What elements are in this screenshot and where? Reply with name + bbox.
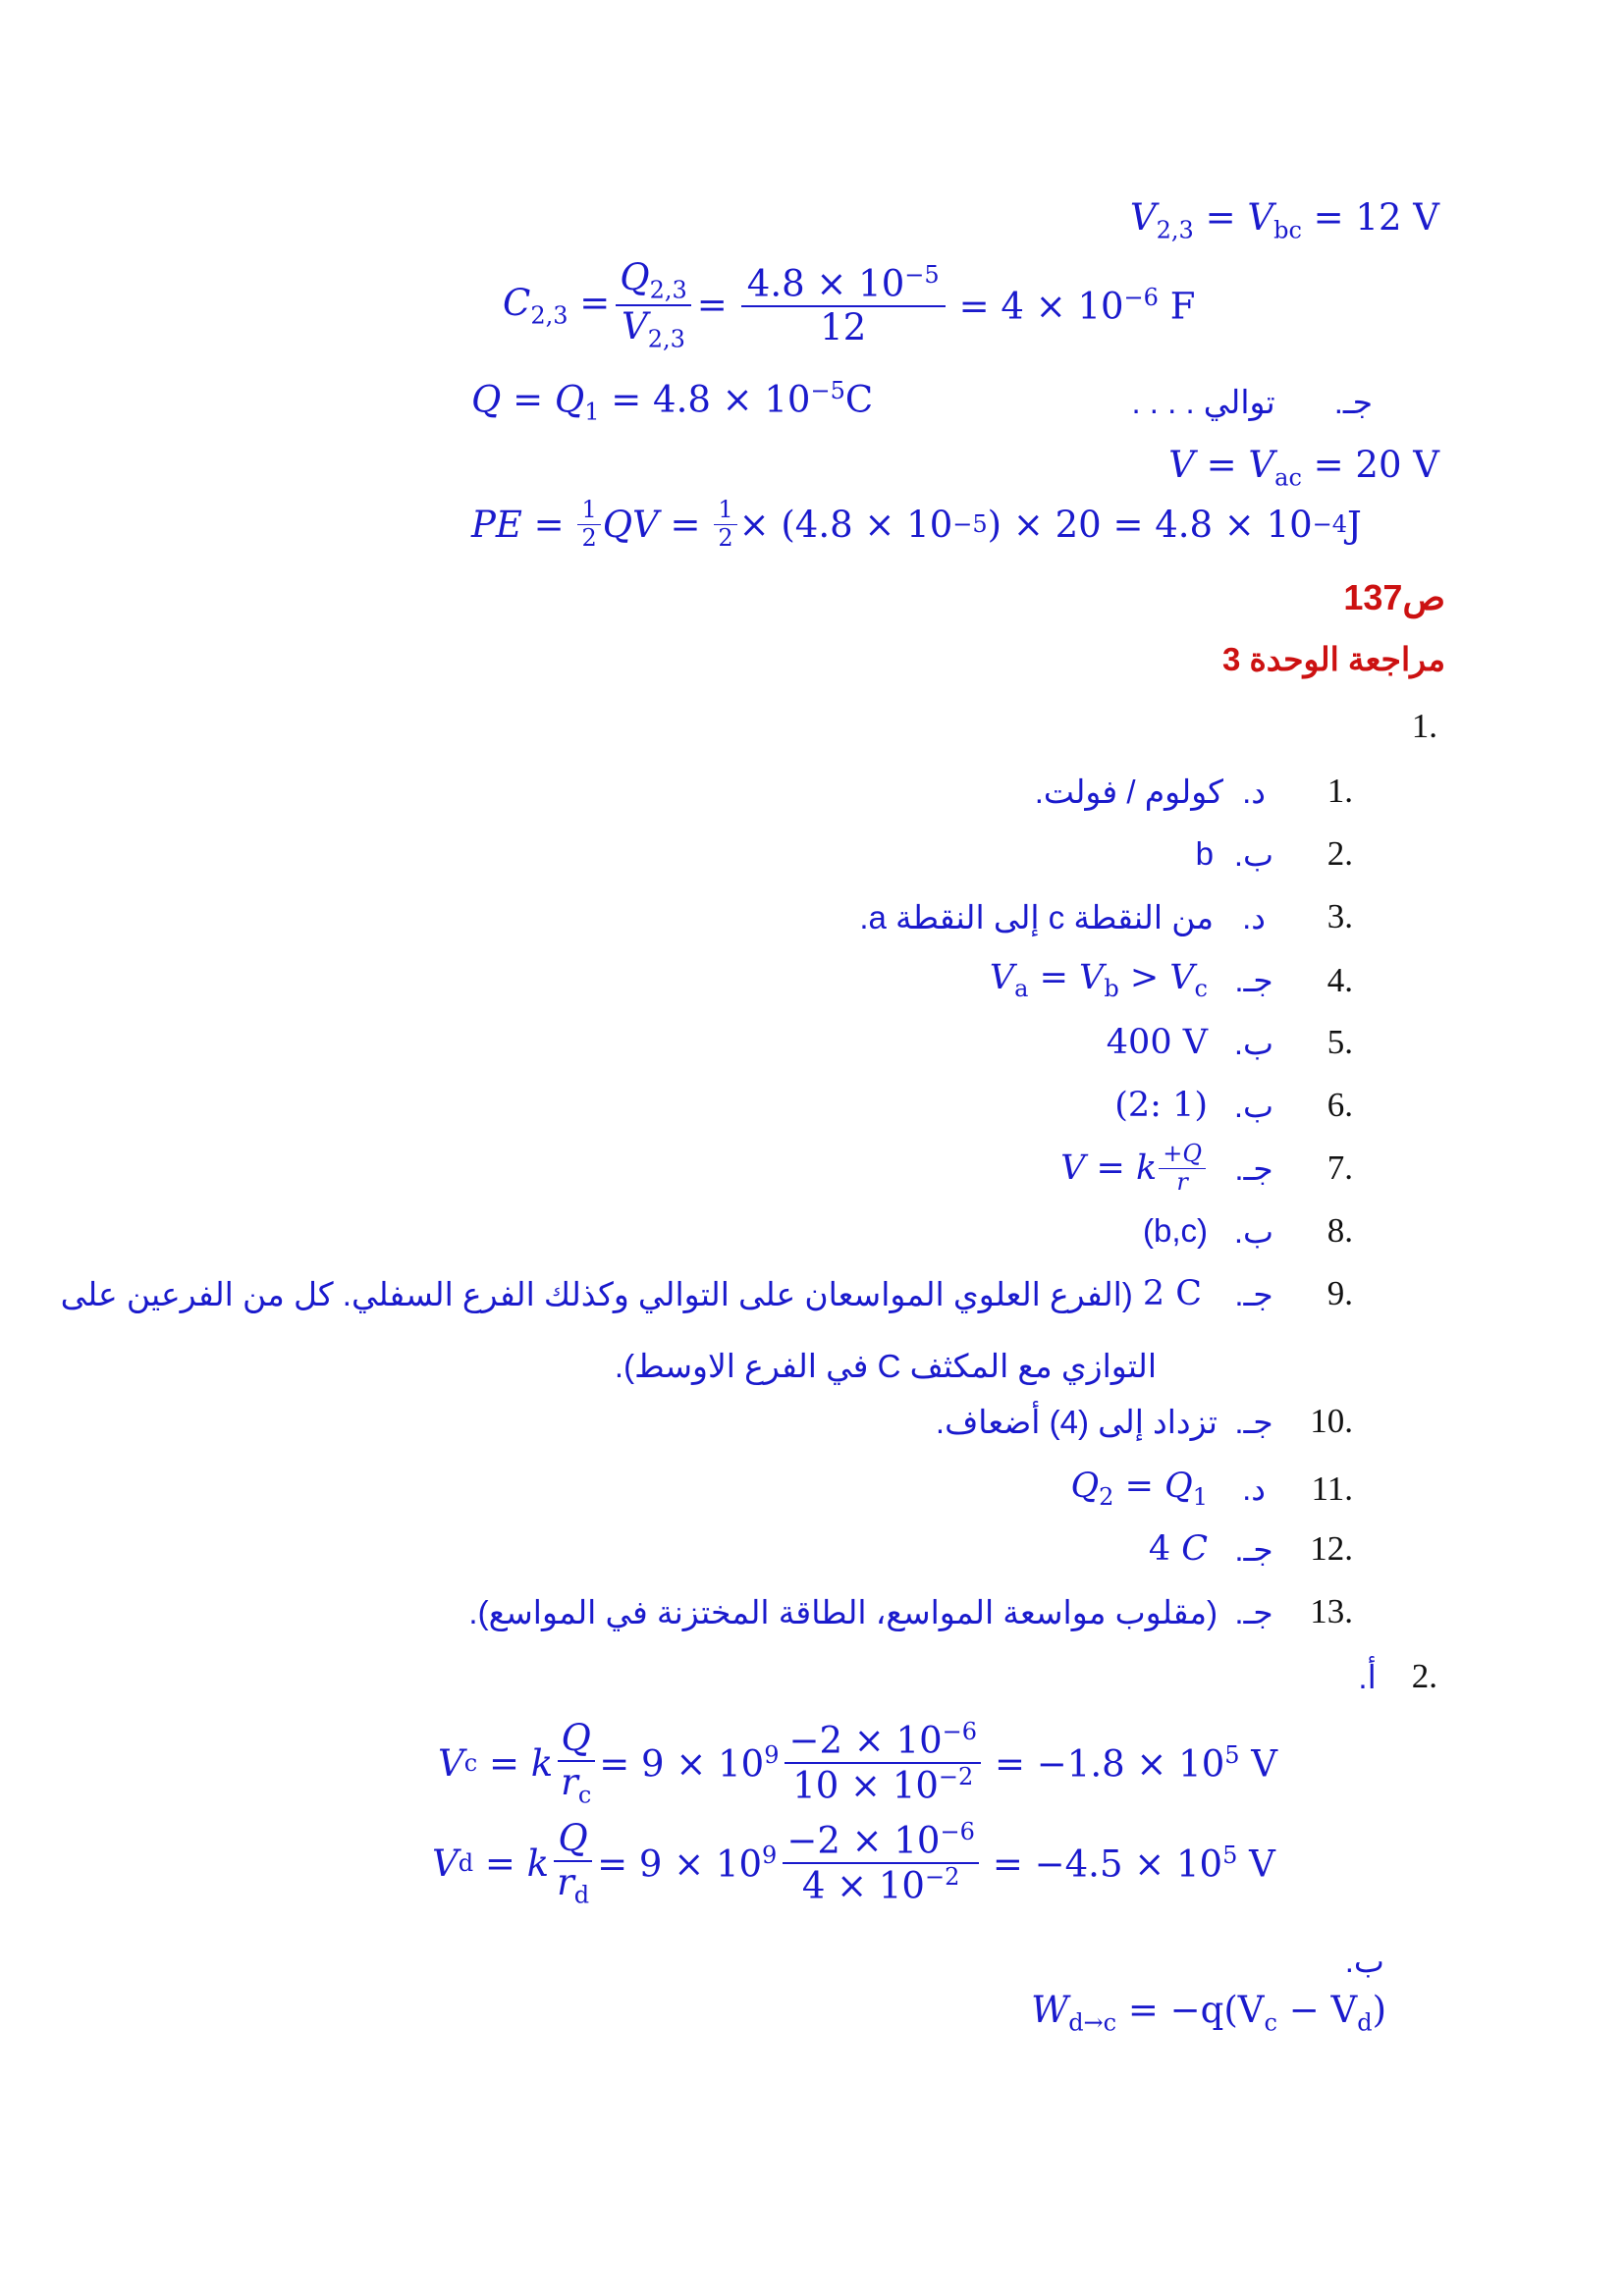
answer-text: (2: 1) bbox=[1114, 1086, 1208, 1125]
answer-row-5 bbox=[1107, 1023, 1353, 1062]
answer-text: $V_a = V_b > V_c$ bbox=[989, 958, 1208, 1002]
answer-number: .4 bbox=[1326, 960, 1353, 999]
answer-row-12 bbox=[1149, 1529, 1353, 1569]
answer-number: .3 bbox=[1326, 897, 1353, 935]
answer-row-9 bbox=[61, 1274, 1353, 1313]
answer-letter: د. bbox=[1242, 1470, 1266, 1507]
answer-number: .9 bbox=[1326, 1274, 1353, 1312]
answer-text: b bbox=[1195, 835, 1214, 872]
answer-row-6 bbox=[1114, 1086, 1353, 1125]
section-2-header bbox=[1358, 1657, 1437, 1696]
answer-text: 4 C bbox=[1148, 1529, 1208, 1569]
part-b-letter: ب. bbox=[1344, 1943, 1384, 1979]
answer-text: 400 V bbox=[1106, 1023, 1208, 1062]
answer-text: V = k $\frac{+Q}{r}$ bbox=[1060, 1141, 1223, 1196]
answer-letter: د. bbox=[1242, 898, 1266, 935]
answer-letter: جـ. bbox=[1234, 1593, 1273, 1630]
answer-row-7 bbox=[1060, 1141, 1353, 1196]
answer-text: تزداد إلى (4) أضعاف. bbox=[935, 1403, 1218, 1440]
answer-number: .1 bbox=[1326, 772, 1353, 810]
answer-letter: جـ. bbox=[1234, 1530, 1273, 1568]
v-ac-equation: $V = V_{ac} = 20$ V bbox=[1168, 444, 1439, 492]
section-1-number: .1 bbox=[1411, 707, 1437, 745]
q-equation: $Q = Q_1 = 4.8 \times 10^{-5}C$ bbox=[471, 377, 874, 426]
answer-letter: ب. bbox=[1233, 1087, 1274, 1124]
part-c-series bbox=[1131, 383, 1373, 421]
answer-row-10 bbox=[936, 1402, 1353, 1441]
work-equation: $W_{d\to c} = -q(V_c - V_d)$ bbox=[1031, 1989, 1386, 2037]
section-2-number: .2 bbox=[1411, 1657, 1437, 1695]
answer-number: .12 bbox=[1310, 1529, 1353, 1568]
answer-text: (b,c) bbox=[1143, 1212, 1208, 1249]
answer-row-8 bbox=[1143, 1211, 1353, 1251]
answer-letter: ب. bbox=[1233, 1212, 1274, 1250]
answer-letter: جـ. bbox=[1234, 1275, 1273, 1312]
c23-fraction-2: $\frac{4.8 \times 10^{-5}}{12}$ bbox=[741, 262, 946, 348]
part-c-letter: جـ. bbox=[1333, 384, 1373, 420]
part-c-text: توالي . . . . bbox=[1131, 384, 1275, 420]
vd-equation: V d = k $\frac{Q}{r_d}$ = $9 \times 10^9$ $\frac{-2 \times 10^{-6}}{4 \times 10^{-2}}$ = $-4.5 \times 10^5$ V bbox=[432, 1817, 1275, 1908]
answer-text: (مقلوب مواسعة المواسع، الطاقة المختزنة في المواسع). bbox=[468, 1593, 1218, 1630]
answer-number: .2 bbox=[1326, 834, 1353, 873]
answer-number: .7 bbox=[1326, 1148, 1353, 1188]
answer-text: من النقطة c إلى النقطة a. bbox=[859, 898, 1214, 935]
answer-number: .13 bbox=[1310, 1592, 1353, 1630]
c23-fraction-1: $\frac{Q_{2,3}}{V_{2,3}}$ bbox=[616, 257, 691, 353]
answer-number: .6 bbox=[1326, 1086, 1353, 1124]
unit-heading: مراجعة الوحدة 3 bbox=[1221, 641, 1445, 677]
answer-row-4 bbox=[990, 958, 1353, 1002]
answer-letter: ب. bbox=[1233, 1024, 1274, 1061]
answer-9-continuation: التوازي مع المكثف C في الفرع الاوسط). bbox=[614, 1348, 1157, 1384]
answer-row-2 bbox=[1196, 834, 1353, 874]
pe-equation: PE = $\frac{1}{2}$ QV = $\frac{1}{2}$ × (4.8 × 10 −5 ) × 20 = 4.8 × 10 −4 J bbox=[471, 496, 1362, 552]
answer-number: .10 bbox=[1310, 1402, 1353, 1440]
answer-number: .5 bbox=[1326, 1023, 1353, 1061]
answer-row-11 bbox=[1070, 1467, 1353, 1511]
answer-row-3 bbox=[859, 897, 1353, 936]
answer-text-continued: (الفرع العلوي المواسعان على التوالي وكذلك الفرع السفلي. كل من الفرعين على bbox=[60, 1275, 1133, 1312]
answer-text: $Q_2 = Q_1$ bbox=[1070, 1467, 1208, 1511]
answer-letter: ب. bbox=[1233, 835, 1274, 873]
answer-letter: جـ. bbox=[1234, 962, 1273, 998]
answer-number: .8 bbox=[1326, 1211, 1353, 1250]
section-2-letter-a: أ. bbox=[1358, 1658, 1377, 1695]
answer-letter: د. bbox=[1242, 773, 1266, 810]
v23-equation: $V_{2,3} = V_{bc} = 12$ V bbox=[1129, 196, 1439, 244]
answer-letter: جـ. bbox=[1234, 1403, 1273, 1440]
answer-text: كولوم / فولت. bbox=[1034, 773, 1223, 810]
c23-equation: $C_{2,3}$ = $\frac{Q_{2,3}}{V_{2,3}}$ = $\frac{4.8 \times 10^{-5}}{12}$ = $4 \times 10^{-6}$ F bbox=[503, 256, 1196, 353]
answer-row-1 bbox=[1035, 772, 1353, 811]
answer-letter: جـ. bbox=[1234, 1149, 1273, 1187]
answer-number: .11 bbox=[1311, 1468, 1353, 1508]
vc-equation: V c = k $\frac{Q}{r_c}$ = $9 \times 10^9$ $\frac{-2 \times 10^{-6}}{10 \times 10^{-2}}$ = $-1.8 \times 10^5$ V bbox=[438, 1717, 1278, 1808]
answer-row-13 bbox=[468, 1592, 1353, 1631]
page-heading: ص137 bbox=[1343, 577, 1445, 617]
answer-text: 2 C bbox=[1142, 1274, 1202, 1313]
